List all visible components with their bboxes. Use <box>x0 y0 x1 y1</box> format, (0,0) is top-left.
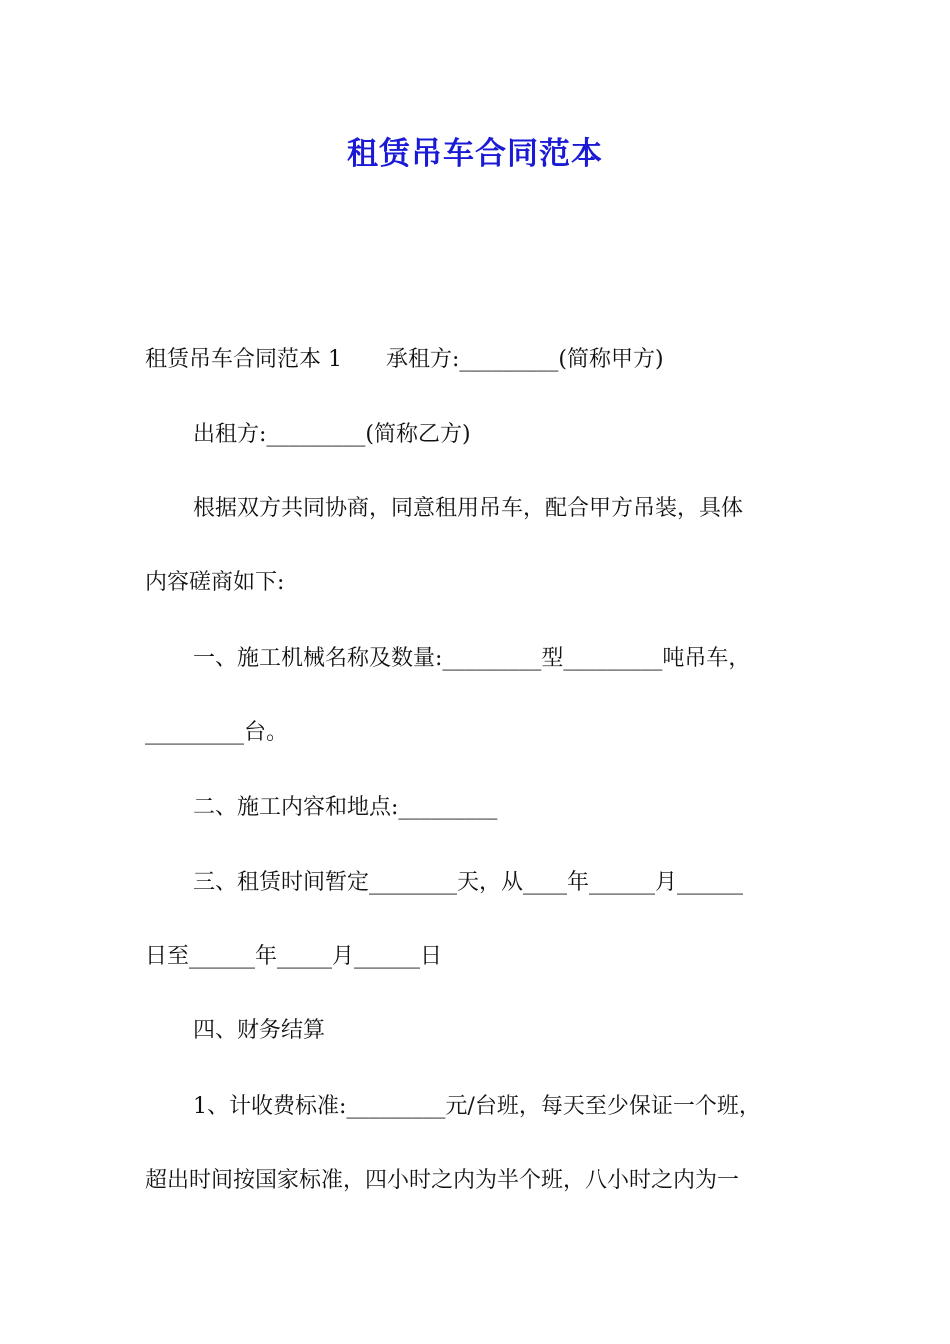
section-3-line-2: 日至______年_____月______日 <box>145 944 443 969</box>
section-4-item-1-line-2: 超出时间按国家标准，四小时之内为半个班，八小时之内为一 <box>145 1168 740 1193</box>
contract-intro-line: 租赁吊车合同范本 1 承租方:_________(简称甲方) <box>145 347 664 372</box>
section-4-heading: 四、财务结算 <box>193 1018 326 1043</box>
section-4-item-1-line-1: 1、计收费标准:_________元/台班，每天至少保证一个班， <box>193 1094 761 1119</box>
lessor-line: 出租方:_________(简称乙方) <box>193 422 471 447</box>
section-1-line-1: 一、施工机械名称及数量:_________型_________吨吊车， <box>193 646 751 671</box>
section-1-line-2: _________台。 <box>145 720 289 745</box>
document-title: 租赁吊车合同范本 <box>347 136 603 172</box>
agreement-paragraph-line-1: 根据双方共同协商，同意租用吊车，配合甲方吊装，具体 <box>193 496 744 521</box>
agreement-paragraph-line-2: 内容磋商如下: <box>145 570 285 595</box>
section-2-line: 二、施工内容和地点:_________ <box>193 795 498 820</box>
section-3-line-1: 三、租赁时间暂定________天，从____年______月______ <box>193 870 744 895</box>
